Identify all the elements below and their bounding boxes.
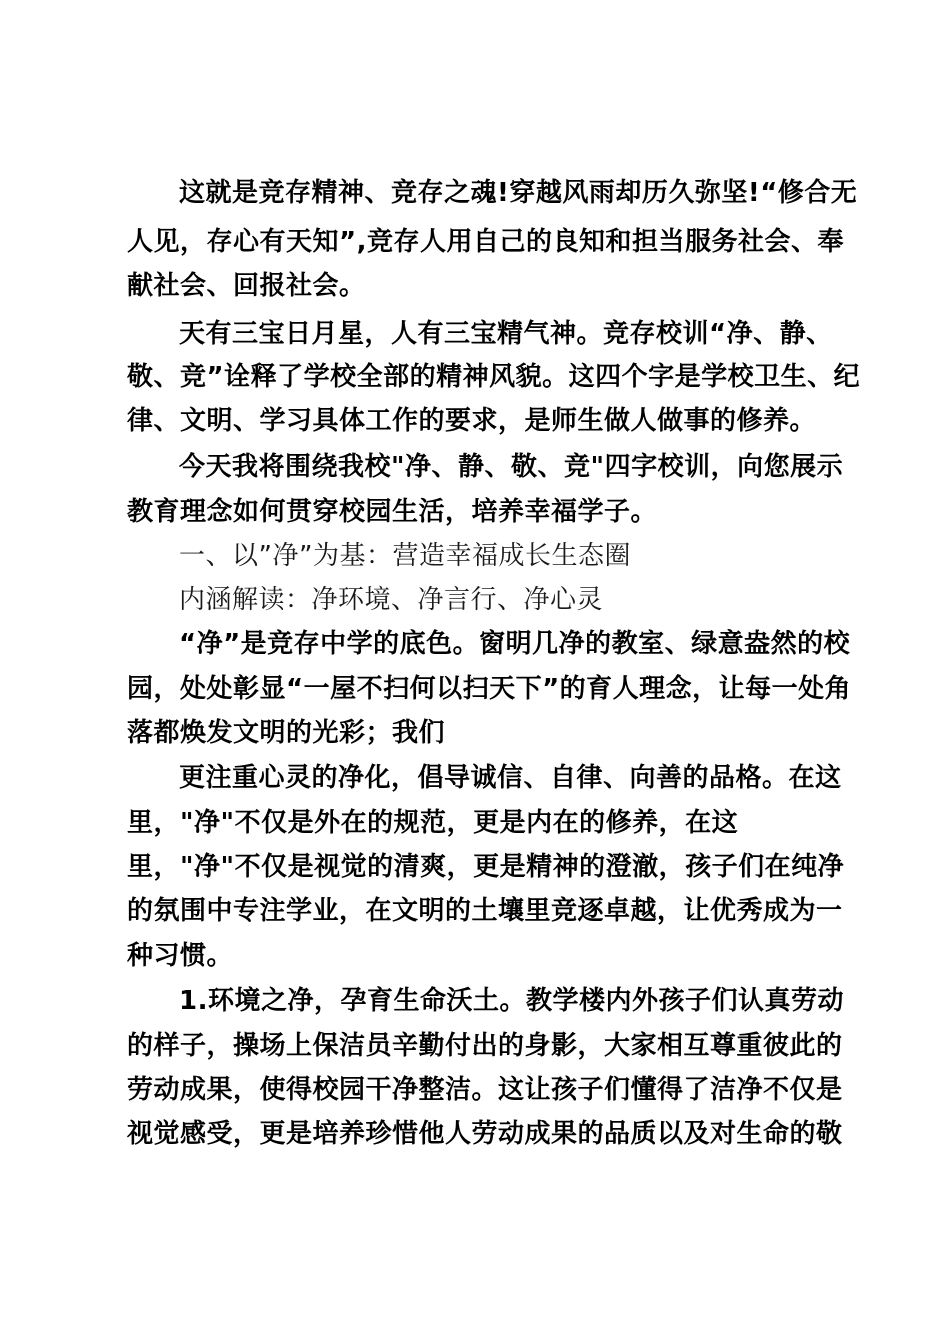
paragraph-line: 献社会、回报社会。: [127, 271, 366, 301]
section-heading: 一、以”净”为基：营造幸福成长生态圈: [179, 541, 631, 571]
paragraph-line: 的样子，操场上保洁员辛勤付出的身影，大家相互尊重彼此的: [127, 1031, 843, 1061]
subheading: 内涵解读：净环境、净言行、净心灵: [179, 585, 604, 615]
paragraph-line: 敬、竞”诠释了学校全部的精神风貌。这四个字是学校卫生、纪: [127, 362, 861, 392]
paragraph-line: 今天我将围绕我校"净、静、敬、竞"四字校训，向您展示: [179, 452, 844, 482]
paragraph-line: 教育理念如何贯穿校园生活，培养幸福学子。: [127, 497, 658, 527]
paragraph-line: 律、文明、学习具体工作的要求，是师生做人做事的修养。: [127, 406, 817, 436]
paragraph-line: 的氛围中专注学业，在文明的土壤里竞逐卓越，让优秀成为一: [127, 896, 843, 926]
paragraph-line: 这就是竞存精神、竞存之魂!穿越风雨却历久弥坚!“修合无: [179, 178, 858, 208]
paragraph-line: 1.环境之净，孕育生命沃土。教学楼内外孩子们认真劳动: [179, 986, 844, 1016]
paragraph-line: 种习惯。: [127, 941, 234, 971]
paragraph-line: 人见，存心有天知”,竞存人用自己的良知和担当服务社会、奉: [127, 227, 844, 257]
paragraph-line: 视觉感受，更是培养珍惜他人劳动成果的品质以及对生命的敬: [127, 1119, 843, 1149]
paragraph-line: 里，"净"不仅是视觉的清爽，更是精神的澄澈，孩子们在纯净: [127, 852, 845, 882]
paragraph-line: 里，"净"不仅是外在的规范，更是内在的修养，在这: [127, 808, 739, 838]
paragraph-line: 园，处处彰显“一屋不扫何以扫天下”的育人理念，让每一处角: [127, 674, 852, 704]
paragraph-line: 天有三宝日月星，人有三宝精气神。竞存校训“净、静、: [179, 319, 833, 349]
paragraph-line: 落都焕发文明的光彩；我们: [127, 718, 446, 748]
paragraph-line: “净”是竞存中学的底色。窗明几净的教室、绿意盎然的校: [179, 629, 851, 659]
paragraph-line: 更注重心灵的净化，倡导诚信、自律、向善的品格。在这: [179, 763, 842, 793]
paragraph-line: 劳动成果，使得校园干净整洁。这让孩子们懂得了洁净不仅是: [127, 1075, 843, 1105]
